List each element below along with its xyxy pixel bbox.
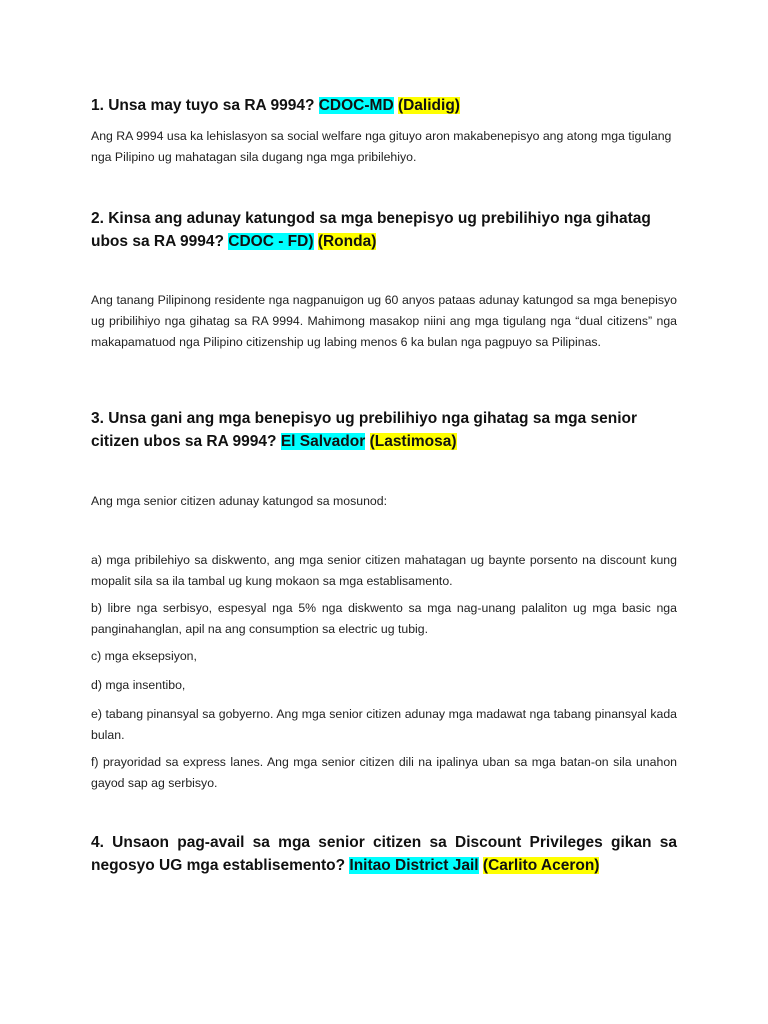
question-4-text: 4. Unsaon pag-avail sa mga senior citizen sa Discount Privileges gikan sa negosyo UG mga establisemento?	[91, 834, 677, 874]
question-4-tag-office: Initao District Jail	[349, 857, 479, 874]
answer-3-item-e: e) tabang pinansyal sa gobyerno. Ang mga senior citizen adunay mga madawat nga tabang pinansyal kada bulan.	[91, 707, 677, 742]
question-2-text: 2. Kinsa ang adunay katungod sa mga benepisyo ug prebilihiyo nga gihatag ubos sa RA 9994?	[91, 210, 651, 250]
answer-2: Ang tanang Pilipinong residente nga nagpanuigon ug 60 anyos pataas adunay katungod sa mga benepisyo ug pribilihiyo nga gihatag sa RA 9994. Mahimong masakop niini ang mga tigulang nga “dual citizens” nga makapamatuod nga Pilipino citizenship ug labing menos 6 ka bulan nga pagpuyo sa Pilipinas.	[91, 293, 677, 349]
answer-3-item-f: f) prayoridad sa express lanes. Ang mga senior citizen dili na ipalinya uban sa mga batan-on sila unahon gayod sap ag serbisyo.	[91, 755, 677, 790]
question-3-tag-office: El Salvador	[280, 433, 366, 450]
question-2-tag-name: (Ronda)	[317, 233, 377, 250]
question-3-tag-name: (Lastimosa)	[369, 433, 457, 450]
answer-3-item-c: c) mga eksepsiyon,	[91, 649, 197, 663]
question-3-text: 3. Unsa gani ang mga benepisyo ug prebilihiyo nga gihatag sa mga senior citizen ubos sa RA 9994?	[91, 410, 638, 450]
question-1-heading	[91, 94, 677, 117]
answer-3-item-a: a) mga pribilehiyo sa diskwento, ang mga senior citizen mahatagan ug baynte porsento na discount kung mopalit sila sa ila tambal ug kung mokaon sa mga establisamento.	[91, 553, 677, 588]
question-1-tag-name: (Dalidig)	[397, 97, 460, 114]
question-2-heading	[91, 207, 677, 253]
answer-1: Ang RA 9994 usa ka lehislasyon sa social welfare nga gituyo aron makabenepisyo ang atong mga tigulang nga Pilipino ug mahatagan sila dugang nga mga pribilehiyo.	[91, 129, 672, 164]
question-4-heading	[91, 831, 677, 877]
answer-3-intro: Ang mga senior citizen adunay katungod sa mosunod:	[91, 494, 387, 508]
answer-3-item-d: d) mga insentibo,	[91, 678, 186, 692]
question-4-tag-name: (Carlito Aceron)	[482, 857, 600, 874]
question-1-text: 1. Unsa may tuyo sa RA 9994?	[91, 97, 315, 114]
question-2-tag-office: CDOC - FD)	[228, 233, 314, 250]
question-3-heading	[91, 407, 677, 453]
question-1-tag-office: CDOC-MD	[318, 97, 394, 114]
answer-3-item-b: b) libre nga serbisyo, espesyal nga 5% nga diskwento sa mga nag-unang palaliton ug mga basic nga panginahanglan, apil na ang consumption sa electric ug tubig.	[91, 601, 677, 636]
